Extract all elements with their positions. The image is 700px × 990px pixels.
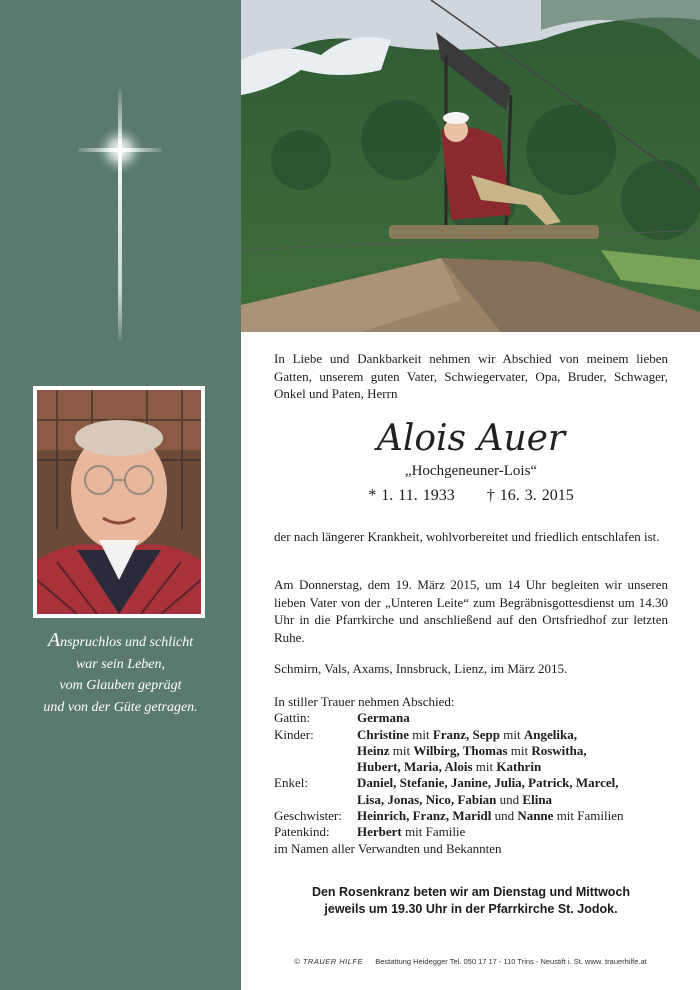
siblings-names: Nanne	[517, 808, 554, 824]
list-item	[274, 710, 668, 726]
rosary-notice	[274, 884, 668, 918]
grandchildren-names: Daniel, Stefanie, Janine, Julia, Patrick, Marcel,	[357, 775, 619, 791]
death-date: † 16. 3. 2015	[486, 487, 574, 504]
footer	[241, 957, 700, 966]
places-text: Schmirn, Vals, Axams, Innsbruck, Lienz, im März 2015.	[274, 661, 568, 676]
mourners-closing: im Namen aller Verwandten und Bekannten	[274, 840, 502, 856]
list-item	[274, 824, 668, 840]
mountain-image	[241, 0, 700, 332]
siblings-label: Geschwister:	[274, 808, 342, 824]
grandchildren-names: Elina	[522, 791, 553, 807]
motto-line-3: vom Glauben geprägt	[59, 678, 182, 693]
connector: und	[491, 808, 518, 824]
passing-text: der nach längerer Krankheit, wohlvorbereitet und friedlich entschlafen ist.	[274, 529, 660, 544]
children-names: Heinz	[357, 742, 390, 758]
children-names: Franz, Sepp	[432, 726, 501, 742]
children-names: Wilbirg, Thomas	[413, 742, 508, 758]
portrait-image	[37, 390, 201, 614]
connector: und	[496, 791, 523, 807]
birth-date: * 1. 11. 1933	[368, 487, 455, 504]
grandchildren-names: Lisa, Jonas, Nico, Fabian	[357, 791, 497, 807]
connector: mit	[500, 726, 524, 742]
list-item	[274, 727, 668, 776]
spouse-name: Germana	[357, 710, 410, 726]
children-names: Kathrin	[496, 759, 542, 775]
motto-line-2: war sein Leben,	[75, 656, 166, 672]
mountain-photo	[241, 0, 700, 332]
connector: mit	[389, 742, 414, 758]
connector: mit Familie	[401, 824, 466, 840]
grandchildren-label: Enkel:	[274, 775, 308, 791]
footer-brand: © TRAUER HILFE	[294, 957, 364, 966]
rosary-line-1: Den Rosenkranz beten wir am Dienstag und Mittwoch	[311, 885, 631, 899]
footer-text: Bestattung Heidegger Tel. 050 17 17 - 110 Trins - Neustift i. St. www. trauerhilfe.at	[375, 957, 647, 966]
intro-text: In Liebe und Dankbarkeit nehmen wir Abschied von meinem lieben Gatten, unserem guten Vater, Schwiegervater, Opa, Bruder, Schwager, Onkel und Paten, Herrn	[274, 351, 668, 401]
siblings-names: Heinrich, Franz, Maridl	[357, 808, 492, 824]
children-names: Angelika,	[523, 726, 577, 742]
godchild-name: Herbert	[357, 824, 402, 840]
list-item	[274, 808, 668, 824]
motto-line-4: und von der Güte getragen.	[43, 699, 198, 715]
funeral-text: Am Donnerstag, dem 19. März 2015, um 14 Uhr begleiten wir unseren lieben Vater von der „Unteren Leite“ zum Begräbnisgottesdienst um 14.30 Uhr in die Pfarrkirche und anschließend auf den Ortsfriedhof zur letzten Ruhe.	[274, 577, 668, 645]
cross-icon	[70, 82, 170, 352]
rosary-line-2: jeweils um 19.30 Uhr in der Pfarrkirche St. Jodok.	[324, 902, 618, 916]
mourners-heading: In stiller Trauer nehmen Abschied:	[274, 694, 455, 709]
nickname: „Hochgeneuner-Lois“	[404, 463, 538, 479]
godchild-label: Patenkind:	[274, 824, 330, 840]
connector: mit Familien	[553, 808, 624, 824]
sidebar	[0, 0, 241, 990]
spouse-label: Gattin:	[274, 710, 311, 726]
motto-initial: A	[47, 629, 61, 651]
mourners-list	[274, 694, 668, 857]
children-label: Kinder:	[274, 726, 314, 742]
children-names: Hubert, Maria, Alois	[357, 759, 473, 775]
connector: mit	[472, 759, 497, 775]
connector: mit	[409, 726, 433, 742]
connector: mit	[507, 742, 532, 758]
children-names: Roswitha,	[531, 742, 587, 758]
motto	[0, 630, 241, 718]
deceased-name: Alois Auer	[376, 418, 566, 459]
motto-line-1: nspruchlos und schlicht	[60, 635, 194, 650]
life-dates	[274, 487, 668, 505]
list-item	[274, 775, 668, 808]
children-names: Christine	[357, 726, 409, 742]
portrait-photo	[33, 386, 205, 618]
